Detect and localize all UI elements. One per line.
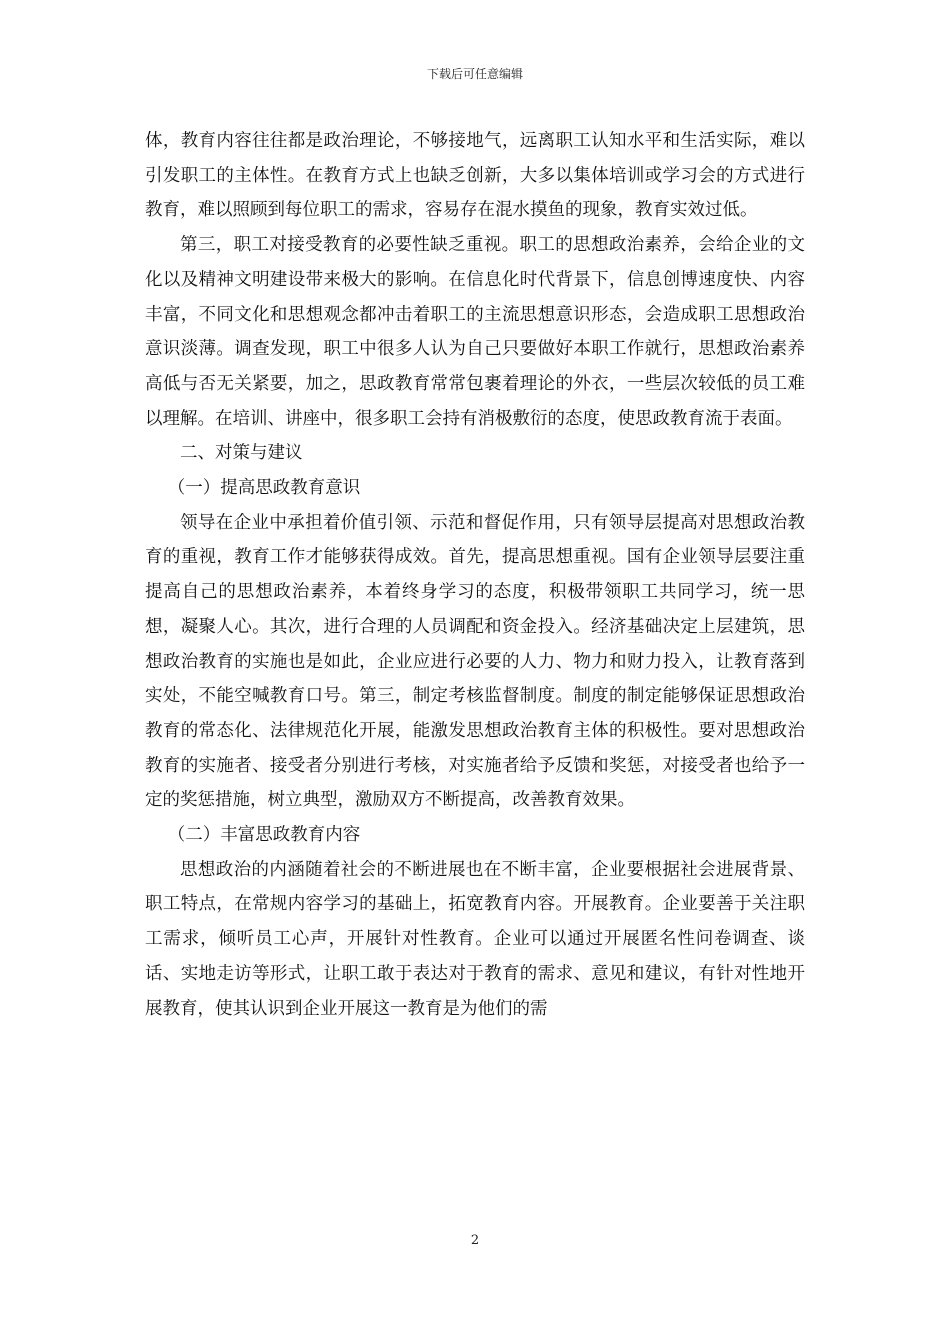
page-number: 2 (470, 1233, 480, 1248)
subsection-heading-content: （二）丰富思政教育内容 (167, 825, 361, 846)
page-header: 下载后可任意编辑 (426, 67, 523, 81)
document-body (145, 124, 805, 1026)
paragraph-continuation: 体，教育内容往往都是政治理论，不够接地气，远离职工认知水平和生活实际，难以引发职工的主体性。在教育方式上也缺乏创新，大多以集体培训或学习会的方式进行教育，难以照顾到每位职工的需求，容易存在混水摸鱼的现象，教育实效过低。 (145, 131, 805, 221)
section-heading-countermeasures: 二、对策与建议 (180, 443, 303, 464)
paragraph-enrich-content: 思想政治的内涵随着社会的不断进展也在不断丰富，企业要根据社会进展背景、职工特点，在常规内容学习的基础上，拓宽教育内容。开展教育。企业要善于关注职工需求，倾听员工心声，开展针对性教育。企业可以通过开展匿名性问卷调查、谈话、实地走访等形式，让职工敢于表达对于教育的需求、意见和建议，有针对性地开展教育，使其认识到企业开展这一教育是为他们的需 (145, 859, 805, 1019)
paragraph-third-point: 第三，职工对接受教育的必要性缺乏重视。职工的思想政治素养，会给企业的文化以及精神文明建设带来极大的影响。在信息化时代背景下，信息创博速度快、内容丰富，不同文化和思想观念都冲击着职工的主流思想意识形态，会造成职工思想政治意识淡薄。调查发现，职工中很多人认为自己只要做好本职工作就行，思想政治素养高低与否无关紧要，加之，思政教育常常包裹着理论的外衣，一些层次较低的员工难以理解。在培训、讲座中，很多职工会持有消极敷衍的态度，使思政教育流于表面。 (145, 235, 805, 429)
subsection-heading-awareness: （一）提高思政教育意识 (167, 478, 361, 499)
paragraph-leadership: 领导在企业中承担着价值引领、示范和督促作用，只有领导层提高对思想政治教育的重视，教育工作才能够获得成效。首先，提高思想重视。国有企业领导层要注重提高自己的思想政治素养，本着终身学习的态度，积极带领职工共同学习，统一思想，凝聚人心。其次，进行合理的人员调配和资金投入。经济基础决定上层建筑，思想政治教育的实施也是如此，企业应进行必要的人力、物力和财力投入，让教育落到实处，不能空喊教育口号。第三，制定考核监督制度。制度的制定能够保证思想政治教育的常态化、法律规范化开展，能激发思想政治教育主体的积极性。要对思想政治教育的实施者、接受者分别进行考核，对实施者给予反馈和奖惩，对接受者也给予一定的奖惩措施，树立典型，激励双方不断提高，改善教育效果。 (145, 512, 805, 811)
